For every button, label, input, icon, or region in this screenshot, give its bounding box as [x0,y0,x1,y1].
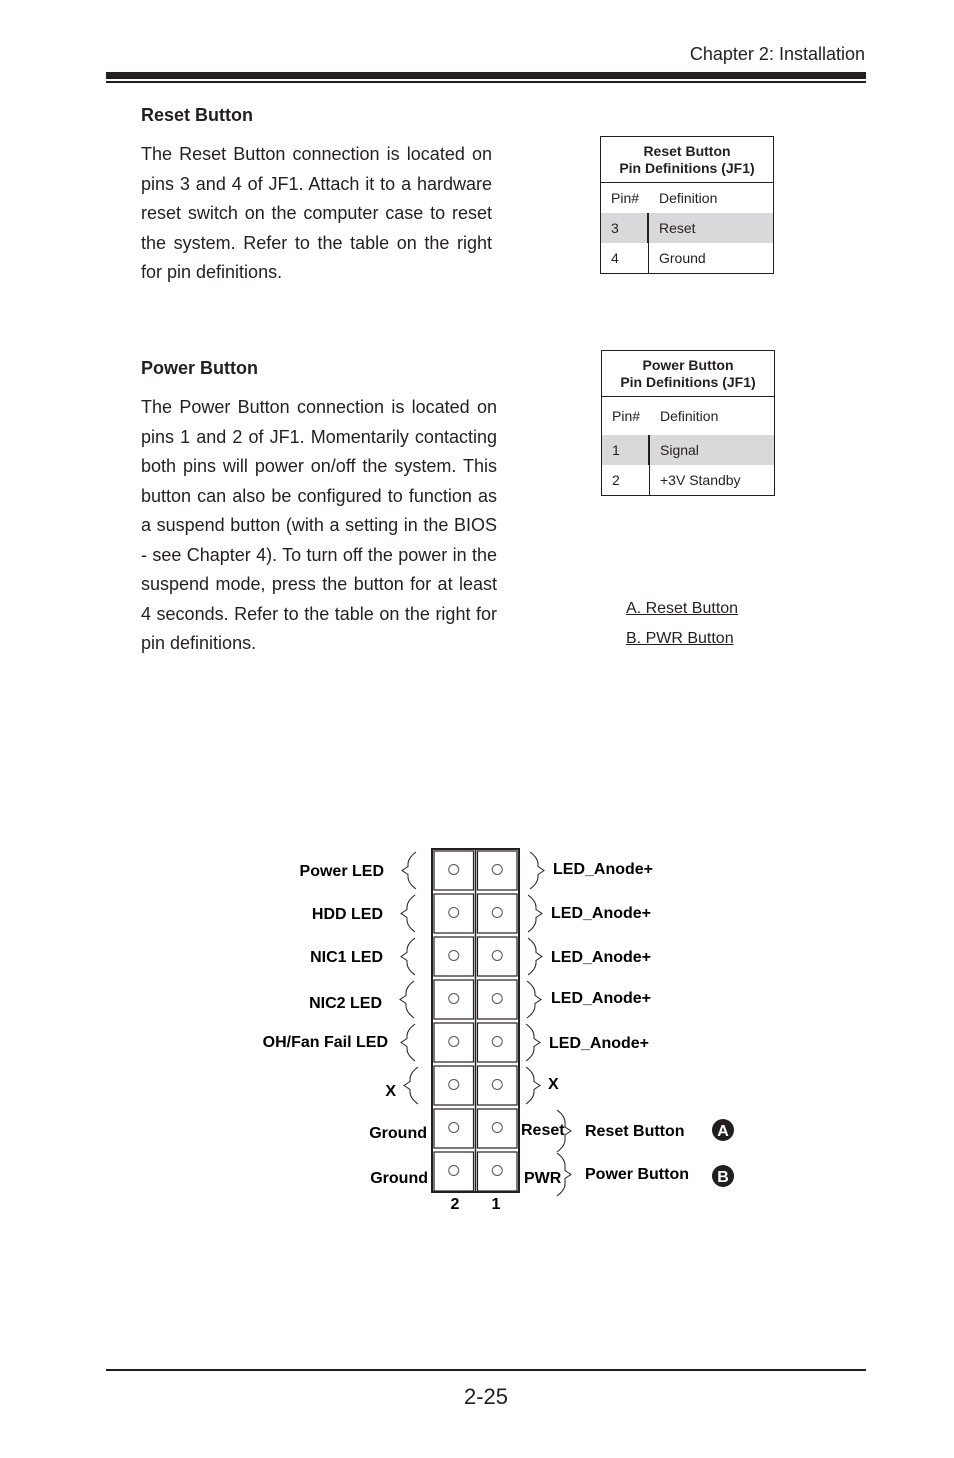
pin-icon [492,994,502,1004]
pin-icon [492,1166,502,1176]
pin-cell: 1 [602,435,650,465]
right-label-led-anode: LED_Anode+ [549,1035,650,1052]
pin-icon [449,1080,459,1090]
pin-cell: 2 [602,465,650,495]
pin-icon [492,908,502,918]
pin-icon [449,1037,459,1047]
right-label-reset: Reset [521,1122,565,1139]
left-brace-icon [401,895,415,932]
right-brace-icon [527,981,541,1018]
power-section-text: The Power Button connection is located on pins 1 and 2 of JF1. Momentarily contacting both pins will power on/off the system. This button can also be configured to function as a suspend button (with a setting in the BIOS - see Chapter 4). To turn off the power in the suspend mode, press the button for at least 4 seconds. Refer to the table on the right for pin definitions. [141,397,497,653]
footer-rule [106,1369,866,1371]
chapter-header: Chapter 2: Installation [689,44,865,64]
right-label-led-anode: LED_Anode+ [551,990,652,1007]
left-label-oh-fan-fail-led: OH/Fan Fail LED [262,1034,388,1051]
right-brace-icon [526,1067,540,1104]
column-number-2: 2 [450,1196,460,1213]
pin-cell: 3 [601,213,649,243]
power-table-subtitle: Pin Definitions (JF1) [620,374,756,390]
callout-reset-button: Reset Button [585,1123,685,1140]
right-brace-icon [530,852,544,889]
left-brace-icon [401,1024,415,1061]
pin-cell: 4 [601,243,649,273]
pin-icon [492,865,502,875]
reset-section-title: Reset Button [141,105,253,125]
power-section-title: Power Button [141,358,258,378]
left-label-ground: Ground [369,1125,427,1142]
reset-section-text: The Reset Button connection is located on pins 3 and 4 of JF1. Attach it to a hardware reset switch on the computer case to reset the system. Refer to the table on the right for pin definitions. [141,144,492,282]
right-brace-icon [528,938,542,975]
reset-col-def: Definition [659,190,718,206]
left-label-x: X [385,1083,396,1100]
left-brace-icon [400,981,414,1018]
reset-col-pin: Pin# [611,190,640,206]
badge-a-letter: A [717,1123,729,1140]
definition-cell: +3V Standby [660,472,741,488]
pin-icon [449,951,459,961]
right-brace-icon [528,895,542,932]
legend-reset-button: A. Reset Button [626,600,739,617]
reset-table-title: Reset Button [643,143,731,159]
definition-cell: Ground [659,250,706,266]
right-label-led-anode: LED_Anode+ [553,861,654,878]
pin-icon [492,1037,502,1047]
definition-cell: Signal [660,442,699,458]
pin-icon [492,1080,502,1090]
column-number-1: 1 [491,1196,501,1213]
left-label-hdd-led: HDD LED [311,906,383,923]
definition-cell: Reset [659,220,696,236]
badge-b-letter: B [717,1169,729,1186]
right-label-led-anode: LED_Anode+ [551,905,652,922]
pin-icon [449,865,459,875]
right-label-led-anode: LED_Anode+ [551,949,652,966]
left-label-nic1-led: NIC1 LED [310,949,383,966]
left-label-nic2-led: NIC2 LED [309,995,382,1012]
left-brace-icon [404,1067,418,1104]
left-brace-icon [401,938,415,975]
left-label-power-led: Power LED [299,863,384,880]
right-label-pwr: PWR [524,1170,562,1187]
power-table-title: Power Button [642,357,734,373]
left-label-ground: Ground [370,1170,428,1187]
right-label-x: X [548,1076,559,1093]
power-col-def: Definition [660,408,719,424]
reset-table-subtitle: Pin Definitions (JF1) [619,160,755,176]
power-col-pin: Pin# [612,408,641,424]
pin-icon [449,1123,459,1133]
legend-pwr-button: B. PWR Button [626,630,734,647]
pin-icon [449,1166,459,1176]
callout-power-button: Power Button [585,1166,689,1183]
page-number: 2-25 [463,1384,509,1409]
right-brace-icon [526,1024,540,1061]
pin-icon [492,951,502,961]
left-brace-icon [402,852,416,889]
pin-icon [449,908,459,918]
pin-icon [449,994,459,1004]
pin-icon [492,1123,502,1133]
